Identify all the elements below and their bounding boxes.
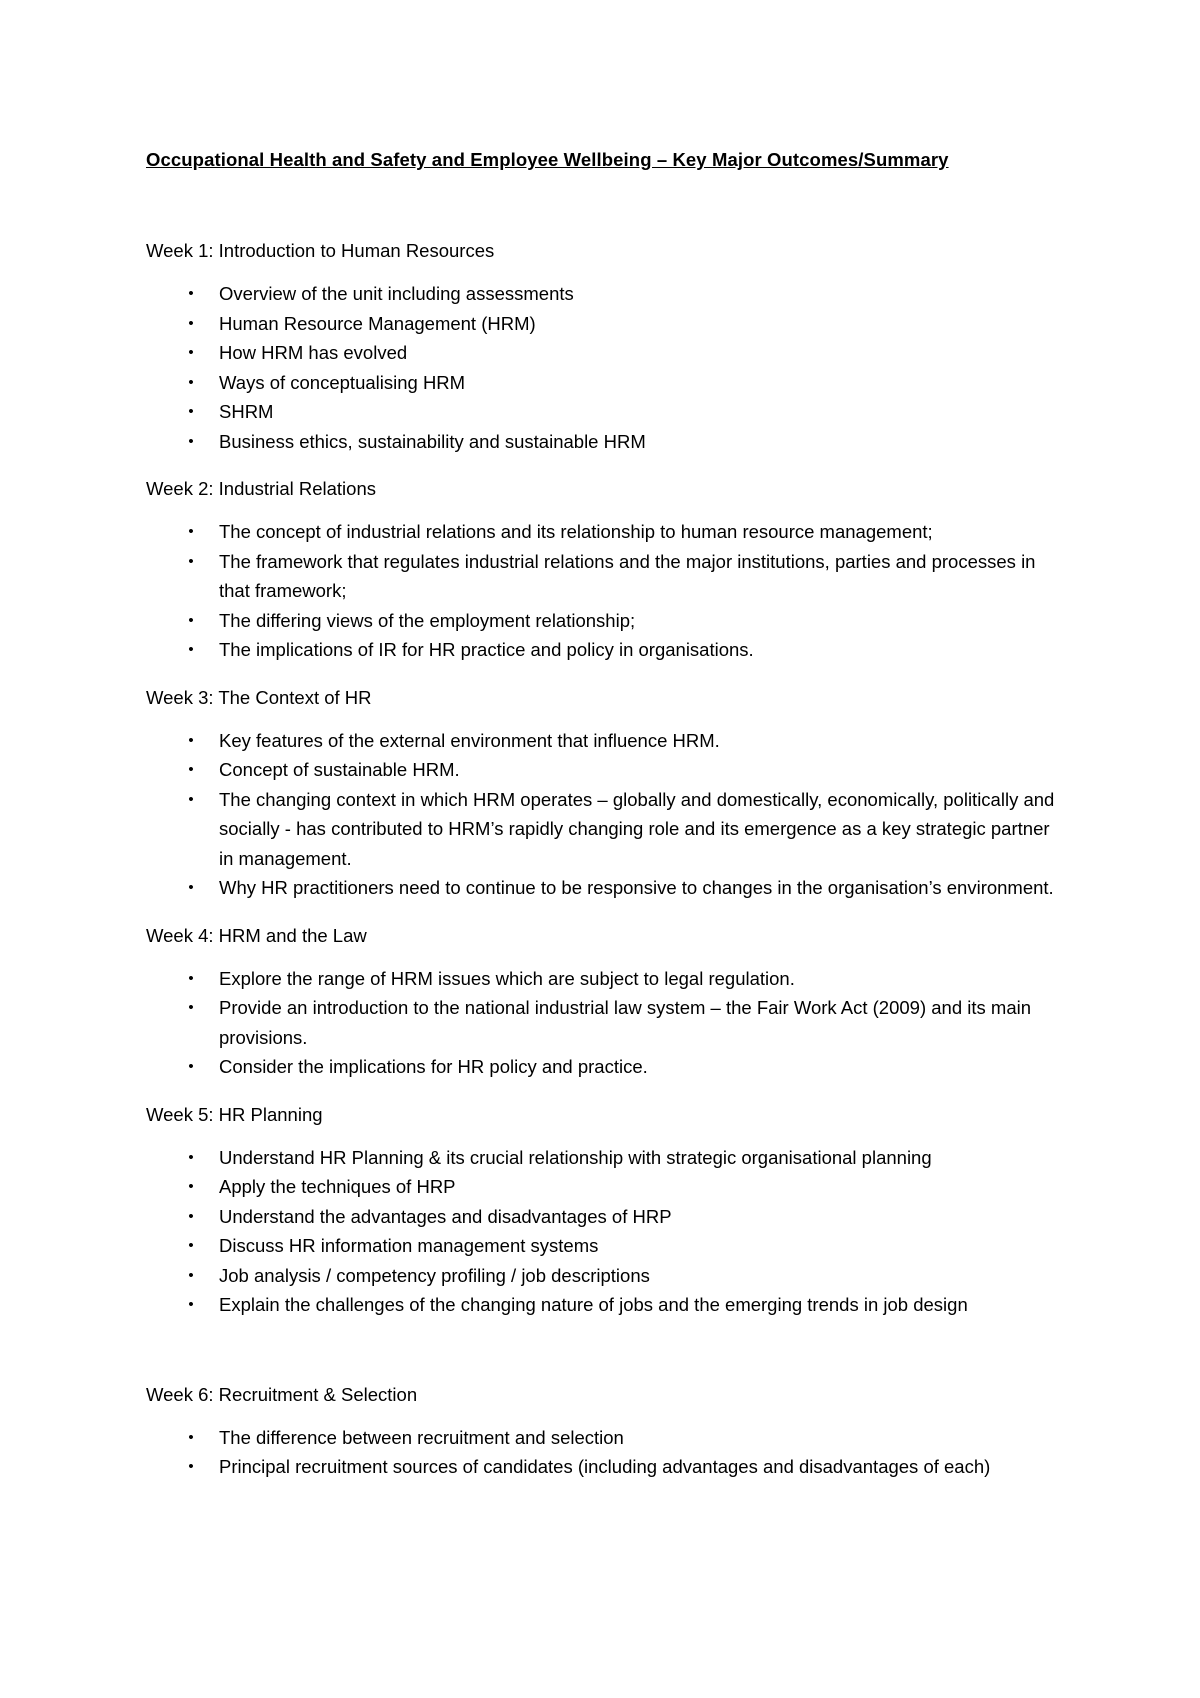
bullet-icon: •	[188, 879, 194, 896]
outcome-text: Explore the range of HRM issues which are subject to legal regulation.	[219, 967, 795, 989]
outcome-item	[188, 1231, 1066, 1261]
bullet-icon: •	[188, 523, 194, 540]
bullet-icon: •	[188, 731, 194, 749]
outcome-text: Understand HR Planning & its crucial relationship with strategic organisational planning	[219, 1146, 932, 1168]
week-section	[146, 239, 1066, 456]
outcome-list	[146, 726, 1066, 903]
outcome-text: Job analysis / competency profiling / job descriptions	[219, 1264, 650, 1286]
outcome-text: Overview of the unit including assessments	[219, 283, 574, 304]
bullet-icon: •	[188, 285, 194, 302]
outcome-item	[188, 1172, 1066, 1202]
bullet-icon: •	[188, 344, 194, 361]
week-section	[146, 924, 1066, 1082]
bullet-icon: •	[188, 1428, 194, 1446]
week-section	[146, 1103, 1066, 1320]
bullet-icon: •	[188, 611, 194, 629]
week-heading: Week 2: Industrial Relations	[146, 478, 376, 499]
bullet-icon: •	[188, 1148, 194, 1166]
outcome-text: The changing context in which HRM operates – globally and domestically, economically, politically and socially - has contributed to HRM’s rapidly changing role and its emergence as a key strategic partner in management.	[219, 788, 1055, 869]
outcome-item	[188, 785, 1066, 874]
week-section	[146, 1383, 1066, 1482]
outcome-list	[146, 1143, 1066, 1320]
outcome-text: The implications of IR for HR practice and policy in organisations.	[219, 639, 754, 660]
outcome-text: Provide an introduction to the national industrial law system – the Fair Work Act (2009) and its main provisions.	[219, 997, 1032, 1048]
week-heading: Week 6: Recruitment & Selection	[146, 1383, 418, 1405]
outcome-text: The difference between recruitment and selection	[219, 1426, 624, 1448]
outcome-text: Consider the implications for HR policy and practice.	[219, 1056, 648, 1077]
outcome-text: The differing views of the employment relationship;	[219, 609, 636, 631]
outcome-text: How HRM has evolved	[219, 342, 408, 363]
outcome-item	[188, 755, 1066, 785]
outcome-list	[146, 1423, 1066, 1482]
bullet-icon: •	[188, 1058, 194, 1075]
document-title: Occupational Health and Safety and Employee Wellbeing – Key Major Outcomes/Summary	[146, 149, 949, 170]
week-section	[146, 477, 1066, 665]
outcome-item	[188, 1052, 1066, 1082]
outcome-text: Why HR practitioners need to continue to be responsive to changes in the organisation’s environment.	[219, 877, 1054, 898]
week-sections	[146, 239, 1066, 1503]
week-heading: Week 3: The Context of HR	[146, 686, 372, 708]
week-heading: Week 5: HR Planning	[146, 1103, 323, 1125]
outcome-item	[188, 517, 1066, 547]
bullet-icon: •	[188, 1237, 194, 1254]
outcome-item	[188, 993, 1066, 1052]
outcome-text: Concept of sustainable HRM.	[219, 759, 460, 780]
bullet-icon: •	[188, 373, 194, 391]
week-section	[146, 686, 1066, 903]
outcome-list	[146, 279, 1066, 456]
outcome-list	[146, 964, 1066, 1082]
bullet-icon: •	[188, 432, 194, 450]
outcome-item	[188, 1261, 1066, 1291]
bullet-icon: •	[188, 1178, 194, 1195]
outcome-item	[188, 547, 1066, 606]
outcome-text: Principal recruitment sources of candidates (including advantages and disadvantages of each)	[219, 1456, 991, 1477]
outcome-item	[188, 368, 1066, 398]
outcome-item	[188, 726, 1066, 756]
outcome-text: Human Resource Management (HRM)	[219, 312, 536, 334]
outcome-item	[188, 1452, 1066, 1482]
outcome-text: Ways of conceptualising HRM	[219, 371, 466, 393]
outcome-item	[188, 635, 1066, 665]
outcome-text: Key features of the external environment that influence HRM.	[219, 729, 720, 751]
outcome-item	[188, 1290, 1066, 1320]
outcome-item	[188, 279, 1066, 309]
outcome-list	[146, 517, 1066, 665]
bullet-icon: •	[188, 1266, 194, 1284]
bullet-icon: •	[188, 999, 194, 1016]
bullet-icon: •	[188, 1296, 194, 1313]
outcome-item	[188, 338, 1066, 368]
bullet-icon: •	[188, 641, 194, 658]
bullet-icon: •	[188, 314, 194, 332]
bullet-icon: •	[188, 790, 194, 808]
outcome-item	[188, 606, 1066, 636]
week-heading: Week 1: Introduction to Human Resources	[146, 240, 495, 261]
outcome-item	[188, 309, 1066, 339]
bullet-icon: •	[188, 969, 194, 987]
bullet-icon: •	[188, 761, 194, 778]
outcome-text: The framework that regulates industrial relations and the major institutions, parties and processes in that framework;	[219, 550, 1036, 601]
outcome-item	[188, 873, 1066, 903]
bullet-icon: •	[188, 1458, 194, 1475]
outcome-text: Explain the challenges of the changing nature of jobs and the emerging trends in job design	[219, 1294, 968, 1315]
outcome-item	[188, 1423, 1066, 1453]
outcome-item	[188, 1202, 1066, 1232]
bullet-icon: •	[188, 552, 194, 570]
outcome-text: Discuss HR information management systems	[219, 1235, 599, 1256]
outcome-text: Apply the techniques of HRP	[219, 1176, 456, 1197]
bullet-icon: •	[188, 1207, 194, 1225]
outcome-item	[188, 427, 1066, 457]
outcome-text: Understand the advantages and disadvantages of HRP	[219, 1205, 672, 1227]
outcome-item	[188, 1143, 1066, 1173]
outcome-text: SHRM	[219, 401, 274, 422]
outcome-item	[188, 964, 1066, 994]
bullet-icon: •	[188, 403, 194, 420]
outcome-text: Business ethics, sustainability and sustainable HRM	[219, 430, 646, 452]
outcome-text: The concept of industrial relations and its relationship to human resource management;	[219, 521, 933, 542]
outcome-item	[188, 397, 1066, 427]
week-heading: Week 4: HRM and the Law	[146, 924, 367, 946]
